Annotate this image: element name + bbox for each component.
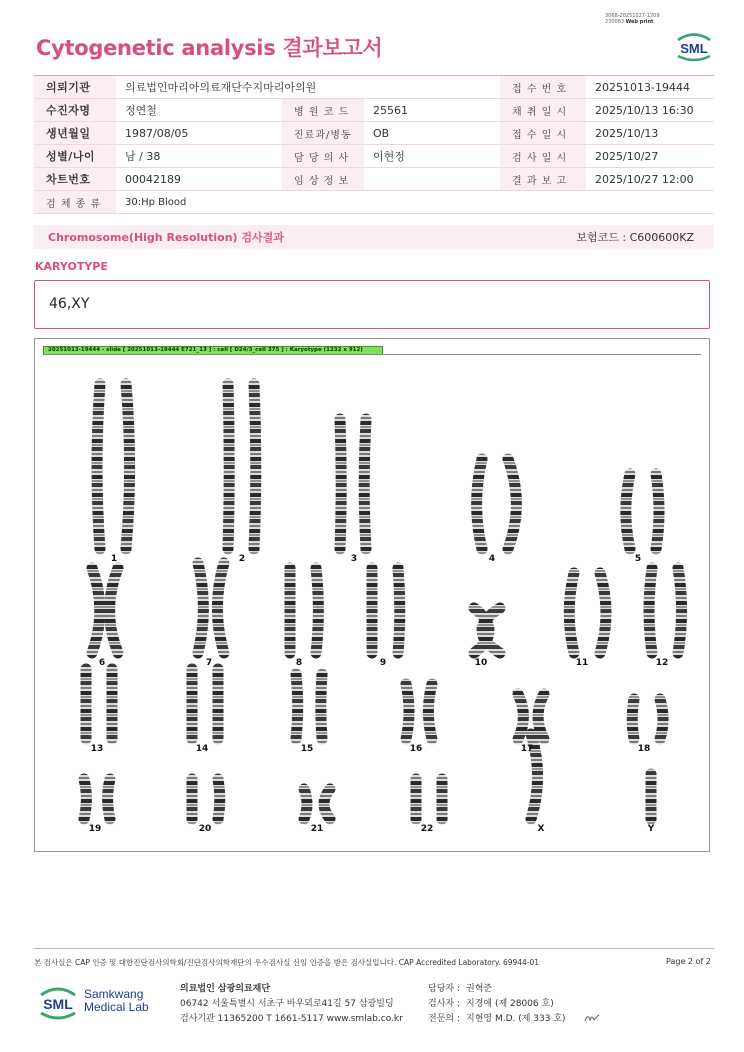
value-test-date: 2025/10/27 (595, 149, 659, 163)
value-accession-no: 20251013-19444 (595, 80, 690, 94)
chromosome (321, 674, 322, 739)
result-section-header (34, 225, 714, 249)
staff-row (428, 1012, 566, 1027)
chromosome (84, 779, 86, 819)
chromosome-number-label: 20 (198, 824, 212, 834)
chromosome (600, 573, 606, 653)
label-institution: 의뢰기관 (34, 76, 116, 98)
chromosome (626, 474, 630, 549)
label-collection-time: 채 취 일 시 (500, 99, 586, 121)
staff-row (428, 982, 566, 997)
label-doctor: 담 당 의 사 (282, 145, 364, 167)
label-birth-date: 생년월일 (34, 122, 116, 144)
karyogram-image (34, 338, 710, 852)
chromosome-number-label: 8 (295, 658, 303, 668)
page-number: Page 2 of 2 (666, 957, 711, 966)
lab-address-block (180, 982, 403, 1027)
footer-divider (34, 948, 714, 949)
chromosome (406, 684, 409, 739)
staff-role: 담당자 : (428, 984, 460, 994)
value-clinical-info (364, 168, 500, 190)
chromosome (198, 563, 203, 653)
info-row-sex-age (34, 145, 714, 168)
image-caption: 20251013-19444 - slide [ 20251013-19444 E721_13 ] : cell [ D24/3_cell 375 ] : Karyotype (1232 x 912) (43, 346, 383, 355)
accreditation-note: 본 검사실은 CAP 인증 및 대한진단검사의학회/진단검사의학재단의 우수검사실 신임 인증을 받은 검사실입니다. CAP Accredited Laboratory. 69944-01 (34, 958, 540, 967)
chromosome (632, 699, 634, 739)
label-received-date: 접 수 일 시 (500, 122, 586, 144)
chromosome-number-label: 12 (655, 658, 669, 668)
print-code: 3068-20251027-1209 (605, 13, 660, 19)
staff-block (428, 982, 566, 1027)
staff-name: 권혁준 (466, 984, 493, 994)
value-department: OB (373, 126, 390, 140)
chromosome-number-label: 5 (634, 554, 642, 564)
chromosome-number-label: 9 (379, 658, 387, 668)
brand-line2: Medical Lab (84, 1000, 149, 1014)
chromosome (324, 789, 330, 819)
karyotype-label: KARYOTYPE (35, 260, 108, 273)
chromosome (428, 684, 432, 739)
karyogram-svg (35, 339, 709, 851)
chromosome-number-label: 21 (310, 824, 324, 834)
chromosome-number-label: 14 (195, 744, 209, 754)
chromosome (110, 568, 118, 653)
print-mode: Web print (625, 19, 654, 25)
info-row-institution (34, 76, 714, 99)
patient-info-table (34, 75, 714, 214)
insurance-code: 보험코드 : C600600KZ (576, 231, 694, 244)
value-patient-name: 정연철 (125, 104, 157, 117)
chromosome (656, 474, 659, 549)
sml-footer-logo-icon (38, 981, 78, 1021)
label-chart-no: 차트번호 (34, 168, 116, 190)
section-title: Chromosome(High Resolution) 검사결과 (48, 231, 284, 244)
chromosome-number-label: 10 (474, 658, 488, 668)
chromosome (97, 384, 100, 549)
staff-role: 전문의 : (428, 1014, 460, 1024)
karyotype-result-box (34, 280, 710, 329)
chromosome (92, 568, 100, 653)
svg-text:SML: SML (680, 41, 708, 56)
karyotype-result: 46,XY (49, 296, 90, 312)
chromosome (126, 384, 130, 549)
label-test-date: 검 사 일 시 (500, 145, 586, 167)
chromosome (304, 789, 307, 819)
chromosome (228, 384, 229, 549)
value-specimen: 30:Hp Blood (125, 196, 187, 208)
label-sex-age: 성별/나이 (34, 145, 116, 167)
chromosome (296, 674, 298, 739)
value-institution: 의료법인마리아의료재단수지마리아의원 (125, 81, 317, 94)
label-patient-name: 수진자명 (34, 99, 116, 121)
chromosome (108, 779, 110, 819)
chromosome (217, 563, 224, 653)
chromosome (398, 568, 400, 653)
print-id: 230083 (605, 19, 625, 25)
label-specimen: 검 체 종 류 (34, 191, 116, 213)
value-doctor: 이현정 (373, 150, 405, 163)
label-report-time: 결 과 보 고 (500, 168, 586, 190)
chromosome-number-label: 3 (350, 554, 358, 564)
brand-line1: Samkwang (84, 987, 144, 1001)
info-row-specimen (34, 191, 714, 214)
chromosome (316, 568, 318, 653)
staff-name: 지현영 M.D. (제 333 호) (466, 1014, 566, 1024)
chromosome-number-label: 19 (88, 824, 102, 834)
info-row-chart (34, 168, 714, 191)
chromosome-number-label: 22 (420, 824, 434, 834)
info-row-patient (34, 99, 714, 122)
label-hospital-code: 병 원 코 드 (282, 99, 364, 121)
chromosome-number-label: Y (647, 824, 655, 834)
svg-text:SML: SML (43, 996, 73, 1012)
lab-org-name: 의료법인 삼광의료재단 (180, 984, 271, 994)
info-row-birth (34, 122, 714, 145)
chromosome (340, 419, 341, 549)
chromosome-number-label: X (537, 824, 545, 834)
chromosome (518, 694, 523, 739)
chromosome-number-label: 7 (205, 658, 213, 668)
staff-row (428, 997, 566, 1012)
value-collection-time: 2025/10/13 16:30 (595, 103, 694, 117)
chromosome-number-label: 15 (300, 744, 314, 754)
chromosome-number-label: 6 (98, 658, 106, 668)
staff-name: 지경애 (제 28006 호) (466, 999, 554, 1009)
sml-logo-icon (674, 27, 714, 63)
chromosome (477, 459, 482, 549)
footer-logo (38, 981, 149, 1021)
value-received-date: 2025/10/13 (595, 126, 659, 140)
print-meta (605, 13, 660, 25)
chromosome (364, 419, 366, 549)
value-hospital-code: 25561 (373, 103, 408, 117)
chromosome (218, 779, 220, 819)
page-title: Cytogenetic analysis 결과보고서 (36, 36, 383, 60)
chromosome (569, 573, 574, 653)
signature-icon (584, 1011, 600, 1023)
label-clinical-info: 임 상 정 보 (282, 168, 364, 190)
chromosome-number-label: 18 (637, 744, 651, 754)
lab-contact: 검사기관 11365200 T 1661-5117 www.smlab.co.kr (180, 1014, 403, 1024)
value-birth-date: 1987/08/05 (125, 126, 189, 140)
chromosome (660, 699, 663, 739)
chromosome (508, 459, 516, 549)
chromosome (254, 384, 256, 549)
label-accession-no: 접 수 번 호 (500, 76, 586, 98)
chromosome-number-label: 4 (488, 554, 496, 564)
staff-role: 검사자 : (428, 999, 460, 1009)
chromosome-number-label: 16 (409, 744, 423, 754)
chromosome (538, 694, 544, 739)
value-chart-no: 00042189 (125, 172, 181, 186)
label-department: 진료과/병동 (282, 122, 364, 144)
chromosome (649, 568, 652, 653)
lab-address: 06742 서울특별시 서초구 바우뫼로41길 57 삼광빌딩 (180, 999, 394, 1009)
chromosome-number-label: 2 (238, 554, 246, 564)
chromosome-number-label: 1 (110, 554, 118, 564)
value-sex-age: 남 / 38 (125, 150, 161, 163)
chromosome-number-label: 13 (90, 744, 104, 754)
chromosome (678, 568, 682, 653)
chromosome-number-label: 17 (520, 744, 534, 754)
chromosome-number-label: 11 (575, 658, 589, 668)
value-report-time: 2025/10/27 12:00 (595, 172, 694, 186)
